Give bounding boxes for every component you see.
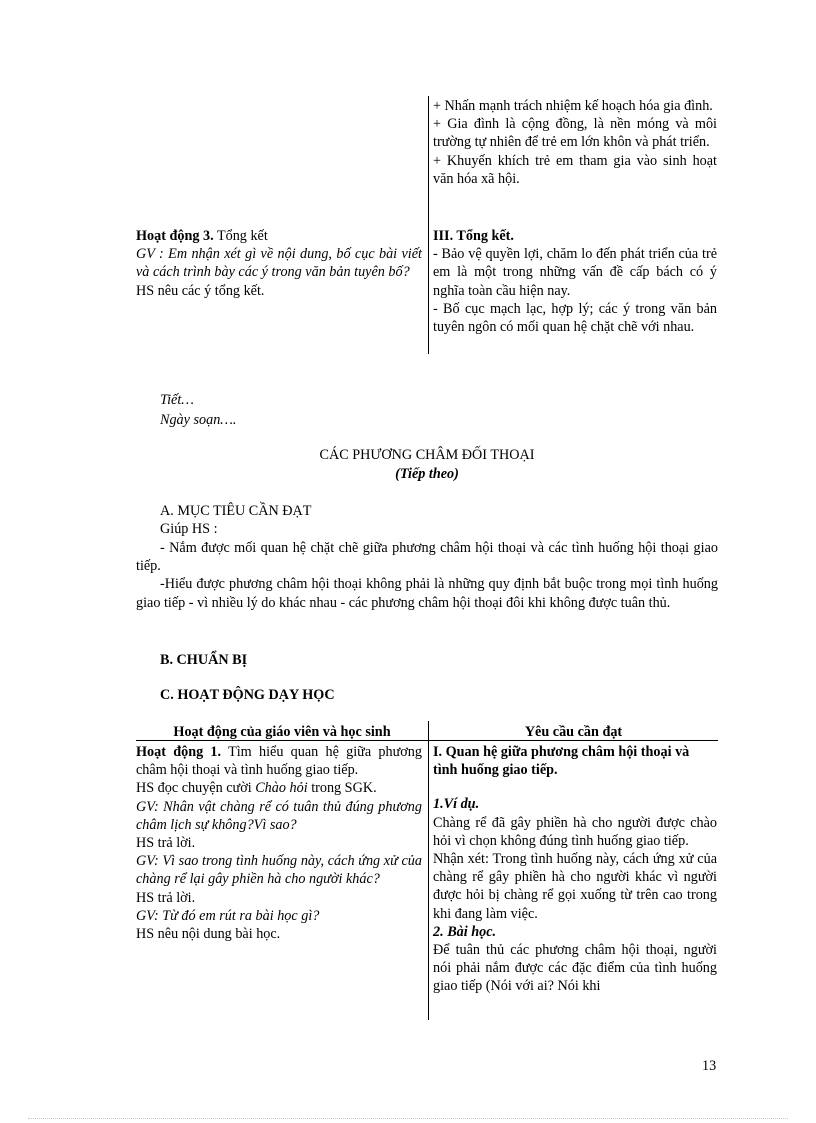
table2-right-cell <box>433 743 717 996</box>
table2-header-right: Yêu cầu cần đạt <box>524 724 623 740</box>
example-text: Chàng rể đã gây phiền hà cho người được chào hỏi vì chọn không đúng tình huống giao tiếp. <box>433 814 717 849</box>
goals <box>136 539 718 612</box>
tiet-label: Tiết… <box>160 392 194 408</box>
gv-question-2: GV: Vì sao trong tình huống này, cách ứng xử của chàng rể lại gây phiền hà cho người khác? <box>136 853 422 888</box>
ngay-soan-label: Ngày soạn…. <box>160 412 237 428</box>
page-number: 13 <box>702 1058 717 1074</box>
remark-text: Nhận xét: Trong tình huống này, cách ứng xử của chàng rể gây phiền hà cho người khác vì người được hỏi bị chàng rể gọi xuống từ trên cao trong khi đang làm việc. <box>433 851 717 922</box>
hs-answer-1: HS trả lời. <box>136 835 196 852</box>
example-heading: 1.Ví dụ. <box>433 796 480 813</box>
activity3-gv-question: GV : Em nhận xét gì về nội dung, bố cục bài viết và cách trình bày các ý trong văn bản tuyên bố? <box>136 246 422 281</box>
giup-hs: Giúp HS : <box>160 521 218 537</box>
page-bottom-border <box>28 1118 788 1119</box>
part1-heading: I. Quan hệ giữa phương châm hội thoại và tình huống giao tiếp. <box>433 744 690 779</box>
section-a-heading: A. MỤC TIÊU CẦN ĐẠT <box>160 503 312 519</box>
table1-right-item: + Khuyến khích trẻ em tham gia vào sinh hoạt văn hóa xã hội. <box>433 152 717 187</box>
summary-point: - Bố cục mạch lạc, hợp lý; các ý trong văn bản tuyên ngôn có mối quan hệ chặt chẽ với nhau. <box>433 300 717 336</box>
gv-question-1: GV: Nhân vật chàng rể có tuân thủ đúng phương châm lịch sự không?Vì sao? <box>136 798 422 833</box>
table2-column-divider <box>428 721 429 1020</box>
lesson-text: Để tuân thủ các phương châm hội thoại, người nói phải nắm được các đặc điểm của tình huống giao tiếp (Nói với ai? Nói khi <box>433 942 717 995</box>
table2-header-left: Hoạt động của giáo viên và học sinh <box>173 724 391 740</box>
summary-point: - Bảo vệ quyền lợi, chăm lo đến phát triển của trẻ em là một trong những vấn đề cấp bách có ý nghĩa toàn cầu hiện nay. <box>433 246 717 299</box>
lesson-title: CÁC PHƯƠNG CHÂM ĐỐI THOẠI <box>319 447 535 463</box>
table1-right-summary-cell <box>433 227 717 336</box>
table1-left-cell <box>136 227 422 300</box>
gv-question-3: GV: Từ đó em rút ra bài học gì? <box>136 907 320 924</box>
summary-heading: III. Tổng kết. <box>433 228 514 244</box>
activity3-hs: HS nêu các ý tổng kết. <box>136 282 265 299</box>
section-b-heading: B. CHUẨN BỊ <box>160 652 248 668</box>
table1-right-item: + Nhấn mạnh trách nhiệm kế hoạch hóa gia đình. <box>433 98 713 114</box>
table1-right-item: + Gia đình là cộng đồng, là nền móng và môi trường tự nhiên để trẻ em lớn khôn và phát triển. <box>433 116 717 151</box>
goal-item: -Hiểu được phương châm hội thoại không phải là những quy định bắt buộc trong mọi tình huống giao tiếp - vì nhiều lý do khác nhau - các phương châm hội thoại đôi khi không được tuân thủ. <box>136 576 718 611</box>
hs-answer-2: HS trả lời. <box>136 889 196 906</box>
table1-column-divider <box>428 96 429 354</box>
activity1-heading: Hoạt động 1. Tìm hiểu quan hệ giữa phương châm hội thoại và tình huống giao tiếp. <box>136 744 422 779</box>
section-c-heading: C. HOẠT ĐỘNG DẠY HỌC <box>160 687 335 703</box>
lesson-subtitle: (Tiếp theo) <box>395 466 459 482</box>
hs-read-story: HS đọc chuyện cười Chào hỏi trong SGK. <box>136 780 377 797</box>
lesson-heading: 2. Bài học. <box>433 923 497 940</box>
activity3-heading: Hoạt động 3. Tổng kết <box>136 228 268 244</box>
goal-item: - Nắm được mối quan hệ chặt chẽ giữa phương châm hội thoại và các tình huống hội thoại giao tiếp. <box>136 540 718 575</box>
table1-right-top-cell <box>433 97 717 188</box>
table2-header-rule <box>136 740 718 741</box>
hs-answer-3: HS nêu nội dung bài học. <box>136 926 281 943</box>
table2-left-cell <box>136 743 422 943</box>
